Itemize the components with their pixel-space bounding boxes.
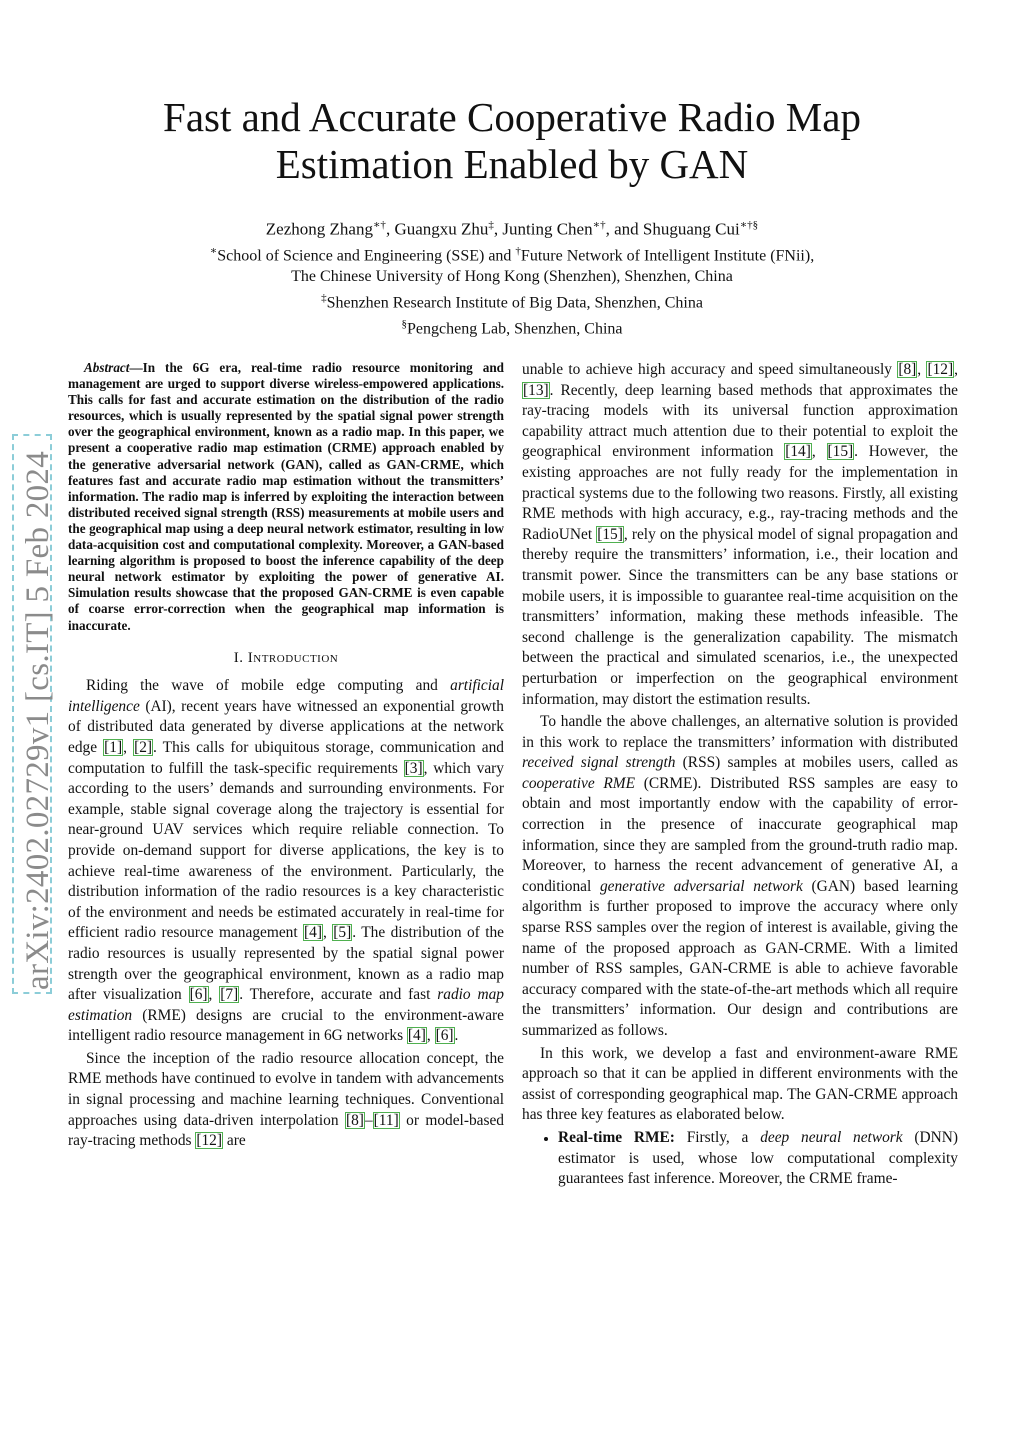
text-run: ,	[954, 361, 958, 378]
text-run: Since the inception of the radio resource allocation concept, the RME methods have continued to evolve in tandem with advancements in signal processing and machine learning techniques. Conventional approaches using data-driven interpolation	[68, 1049, 504, 1129]
emphasis: cooperative RME	[522, 774, 635, 792]
citation-link[interactable]: [6]	[189, 986, 208, 1004]
author-name: Zezhong Zhang	[265, 219, 373, 239]
abstract	[68, 360, 504, 634]
paper-title: Fast and Accurate Cooperative Radio Map Estimation Enabled by GAN	[163, 94, 861, 187]
text-run: or model-based ray-tracing methods	[68, 1111, 504, 1150]
emphasis: radio map estimation	[68, 986, 504, 1024]
text-run: , rely on the physical model of signal propagation and thereby require the transmitters’ information, i.e., their location and transmit power. Since the transmitters can be any base stations or mobile users, it is impossible to guarantee real-time acquisition on the transmitters’ information, making these methods infeasible. The second challenge is the generalization capability. The mismatch between the practical and simulated scenarios, i.e., the unexpected perturbation or imperfection on the geographical environment information, may distort the estimation results.	[522, 525, 958, 708]
affiliation-mark: §	[401, 317, 407, 330]
affiliation-text: Future Network of Intelligent Institute (FNii),	[520, 246, 815, 264]
citation-link[interactable]: [15]	[597, 525, 623, 543]
text-run: . The distribution of the radio resources is usually represented by the spatial signal power strength over the geographical environment, known as a radio map after visualization	[68, 924, 505, 1004]
affiliation-mark: ‡	[321, 291, 327, 304]
author-mark: ∗†	[592, 219, 606, 231]
citation-link[interactable]: [14]	[785, 443, 811, 461]
citation-link[interactable]: [3]	[404, 759, 423, 777]
affiliation-line-2: The Chinese University of Hong Kong (Shenzhen), Shenzhen, China	[291, 268, 733, 286]
text-run: . Recently, deep learning based methods that approximates the ray-tracing models with its universal function approximation capability attract much attention due to their potential to exploit the geographical environment information	[522, 381, 958, 461]
abstract-text: —In the 6G era, real-time radio resource monitoring and management are urged to support diverse wireless-empowered applications. This calls for fast and accurate estimation on the distribution of the radio resources, which is usually represented by the spatial signal power strength over the geographical environment, known as a radio map. In this paper, we present a cooperative radio map estimation (CRME) approach enabled by the generative adversarial network (GAN), called as GAN-CRME, which features fast and accurate radio map estimation without the transmitters’ information. The radio map is inferred by exploiting the interaction between distributed received signal strength (RSS) measurements at mobile users and the geographical map using a deep neural network estimator, resulting in low data-acquisition cost and computational complexity. Moreover, a GAN-based learning algorithm is proposed to boost the inference capability of the deep neural network estimator by exploiting the power of generative AI. Simulation results showcase that the proposed GAN-CRME is even capable of coarse error-correction when the geographical map information is inaccurate.	[68, 360, 504, 633]
citation-link[interactable]: [15]	[827, 443, 854, 461]
author-name: , Guangxu Zhu	[385, 219, 489, 239]
emphasis: artificial intelligence	[68, 677, 504, 715]
citation-link[interactable]: [11]	[373, 1111, 399, 1129]
right-paragraph-2	[522, 712, 958, 1042]
citation-link[interactable]: [8]	[898, 361, 917, 378]
citation-link[interactable]: [13]	[523, 381, 549, 399]
citation-link[interactable]: [6]	[435, 1027, 454, 1045]
text-run: –	[364, 1111, 373, 1129]
text-run: .	[454, 1027, 459, 1045]
text-run: . This calls for ubiquitous storage, communication and computation to fulfill the task-specific requirements	[68, 738, 504, 777]
text-run: are	[223, 1132, 246, 1150]
author-mark: ‡	[488, 219, 494, 231]
right-column	[522, 360, 958, 1190]
text-run: ,	[811, 443, 827, 461]
emphasis: generative adversarial network	[599, 877, 803, 895]
citation-link[interactable]: [1]	[104, 738, 123, 756]
text-run: (AI), recent years have witnessed an exponential growth of distributed data generated by diverse applications at the network edge	[68, 697, 504, 756]
text-run: (DNN) estimator is used, whose low computational complexity guarantees fast inference. Moreover, the CRME frame-	[558, 1128, 958, 1188]
citation-link[interactable]: [2]	[134, 738, 153, 756]
text-run: . Therefore, accurate and fast	[239, 986, 438, 1004]
right-paragraph-1	[522, 360, 958, 710]
text-run: (RSS) samples at mobiles users, called as	[675, 754, 958, 772]
section-heading-introduction: I. Introduction	[233, 649, 339, 666]
author-name: , Junting Chen	[493, 219, 593, 239]
list-item	[558, 1128, 958, 1190]
author-mark: ∗†	[372, 219, 386, 231]
feature-list	[522, 1128, 958, 1190]
text-run: ,	[123, 738, 134, 756]
citation-link[interactable]: [12]	[196, 1132, 223, 1150]
author-mark: ∗†§	[739, 219, 759, 231]
text-run: ,	[323, 924, 333, 942]
text-run: Riding the wave of mobile edge computing and	[86, 677, 451, 695]
abstract-label: Abstract	[84, 360, 130, 375]
affiliation-text: Shenzhen Research Institute of Big Data, Shenzhen, China	[326, 294, 703, 312]
citation-link[interactable]: [5]	[333, 924, 352, 942]
affiliation-text: Pengcheng Lab, Shenzhen, China	[407, 320, 623, 338]
intro-paragraph-2	[68, 1049, 504, 1152]
emphasis: deep neural network	[760, 1128, 903, 1146]
arxiv-stamp[interactable]: arXiv:2402.02729v1 [cs.IT] 5 Feb 2024	[20, 450, 56, 990]
text-run: ,	[426, 1027, 435, 1045]
feature-label: Real-time RME:	[558, 1128, 675, 1146]
text-run: (CRME). Distributed RSS samples are easy to obtain and most importantly endow with the capability of error-correction in the presence of inaccurate geographical map information, since they are sampled from the ground-truth radio map. Moreover, to harness the recent advancement of generative AI, a conditional	[522, 774, 958, 895]
affiliation-line-1	[100, 241, 924, 267]
text-run: ,	[208, 986, 220, 1004]
affiliation-line-4	[100, 314, 924, 340]
text-run: Firstly, a	[674, 1128, 761, 1146]
citation-link[interactable]: [8]	[345, 1111, 364, 1129]
text-run: , which vary according to the users’ demands and surrounding environments. For example, stable signal coverage along the trajectory is essential for near-ground UAV services which require reliable connection. To provide on-demand support for diverse applications, the key is to achieve real-time awareness of the environment. Particularly, the distribution information of the radio resources is a key characteristic of the environment and needs be estimated accurately in real-time for efficient radio resource management	[68, 759, 504, 942]
text-run: . However, the existing approaches are not fully ready for the implementation in practical systems due to the following two reasons. Firstly, all existing RME methods with high accuracy, e.g., ray-tracing methods and the RadioUNet	[522, 443, 958, 543]
text-run: ,	[917, 361, 927, 378]
left-column	[68, 360, 504, 1154]
emphasis: received signal strength	[522, 754, 676, 772]
author-list	[100, 214, 924, 241]
citation-link[interactable]: [4]	[407, 1027, 426, 1045]
text-run: (RME) designs are crucial to the environment-aware intelligent radio resource management in 6G networks	[68, 1006, 504, 1045]
citation-link[interactable]: [7]	[220, 986, 239, 1004]
citation-link[interactable]: [4]	[304, 924, 322, 942]
affiliation-mark: †	[515, 244, 521, 257]
right-paragraph-3: In this work, we develop a fast and environment-aware RME approach so that it can be applied in different environments with the assist of corresponding geographical map. The GAN-CRME approach has three key features as elaborated below.	[522, 1044, 958, 1124]
citation-link[interactable]: [12]	[927, 361, 954, 378]
text-run: (GAN) based learning algorithm is further proposed to improve the accuracy where only sparse RSS samples over the region of interest is available, giving the name of the proposed approach as GAN-CRME. With a limited number of RSS samples, GAN-CRME is able to achieve favorable accuracy compared with the state-of-the-art methods which all require the transmitters’ information. Our design and contributions are summarized as follows.	[522, 877, 959, 1039]
affiliation-mark: ∗	[209, 244, 218, 257]
affiliation-text: School of Science and Engineering (SSE) and	[217, 246, 516, 264]
text-run: unable to achieve high accuracy and speed simultaneously	[522, 361, 898, 378]
author-name: , and Shuguang Cui	[605, 219, 740, 239]
intro-paragraph-1	[68, 676, 504, 1047]
author-block	[100, 214, 924, 340]
text-run: To handle the above challenges, an alternative solution is provided in this work to replace the transmitters’ information with distributed	[522, 713, 958, 751]
affiliation-line-3	[100, 288, 924, 314]
